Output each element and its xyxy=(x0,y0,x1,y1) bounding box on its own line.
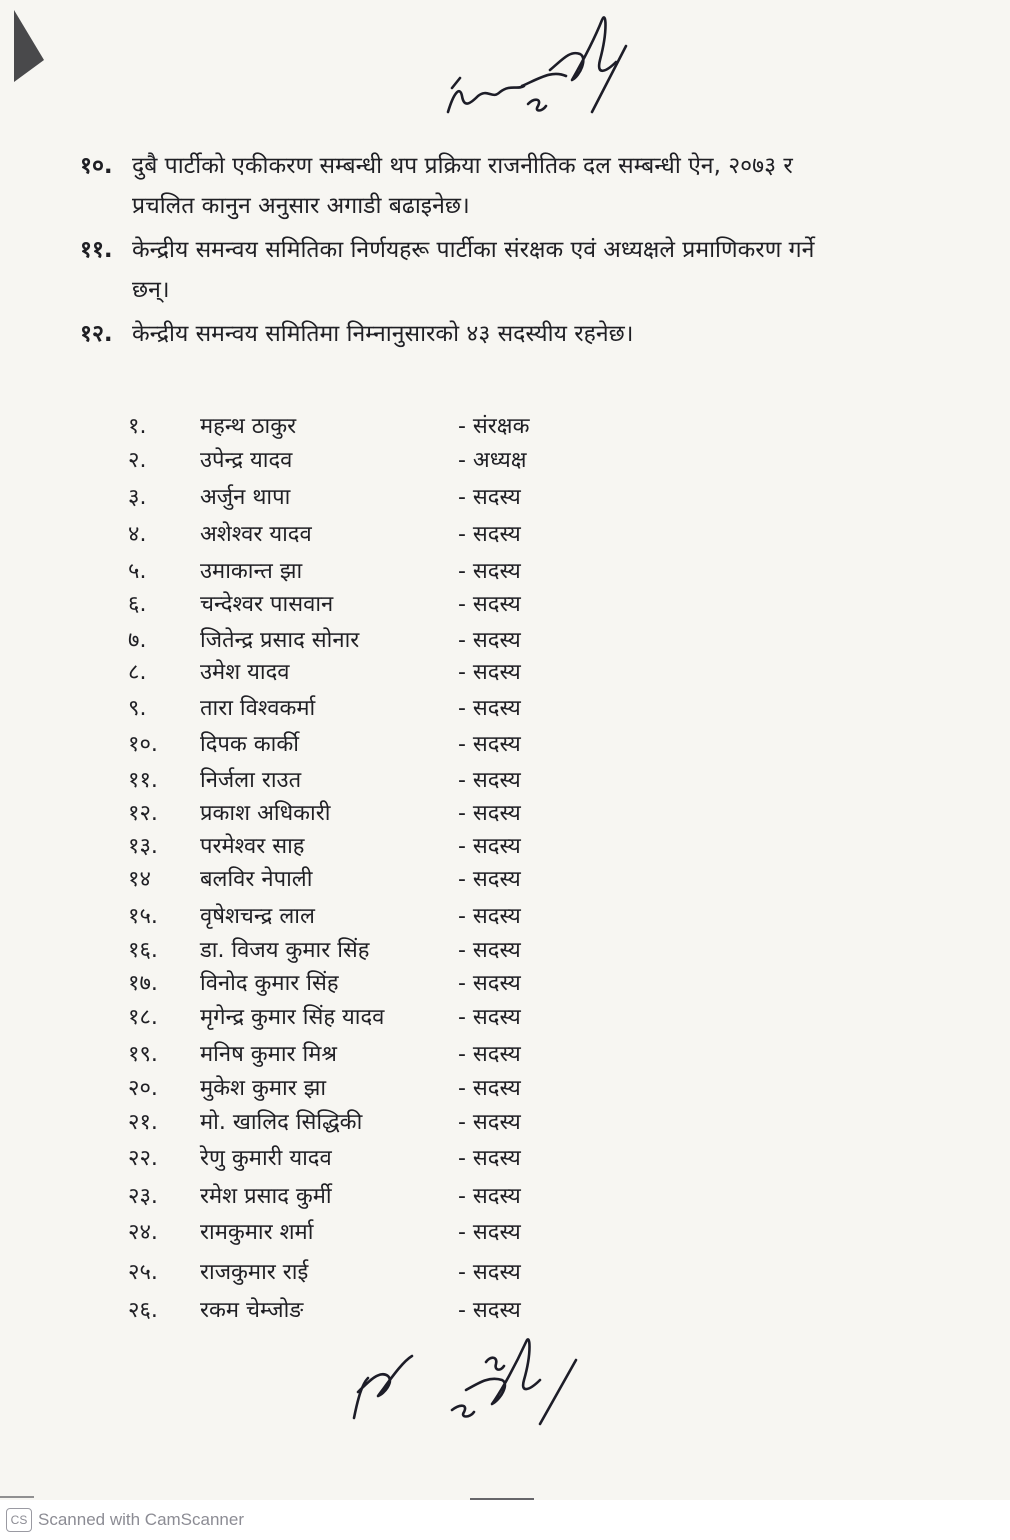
camscanner-watermark: Scanned with CamScanner xyxy=(38,1510,245,1529)
top-signature xyxy=(430,0,650,130)
member-name: महन्थ ठाकुर xyxy=(200,414,297,439)
member-role: - सदस्य xyxy=(458,971,521,996)
paragraph-line: प्रचलित कानुन अनुसार अगाडी बढाइनेछ। xyxy=(132,193,470,219)
paragraph-line: छन्। xyxy=(132,277,170,303)
member-role: - सदस्य xyxy=(458,938,521,963)
member-index: ८. xyxy=(128,660,147,685)
member-name: परमेश्वर साह xyxy=(200,834,305,859)
member-index: २४. xyxy=(128,1220,158,1245)
member-index: १०. xyxy=(128,732,158,757)
scan-artifact-line xyxy=(0,1496,34,1498)
member-role: - सदस्य xyxy=(458,1220,521,1245)
member-index: २२. xyxy=(128,1146,158,1171)
member-role: - सदस्य xyxy=(458,592,521,617)
member-role: - सदस्य xyxy=(458,1005,521,1030)
paragraph-line: दुबै पार्टीको एकीकरण सम्बन्धी थप प्रक्रिया राजनीतिक दल सम्बन्धी ऐन, २०७३ र xyxy=(132,153,793,179)
member-index: ९. xyxy=(128,696,147,721)
member-role: - सदस्य xyxy=(458,904,521,929)
member-index: १४ xyxy=(128,867,151,892)
member-index: २०. xyxy=(128,1076,158,1101)
member-index: २५. xyxy=(128,1260,158,1285)
member-name: उपेन्द्र यादव xyxy=(200,448,293,473)
camscanner-logo: CS xyxy=(6,1508,32,1532)
member-name: उमाकान्त झा xyxy=(200,559,303,584)
member-role: - सदस्य xyxy=(458,522,521,547)
member-role: - सदस्य xyxy=(458,1298,521,1323)
member-name: मनिष कुमार मिश्र xyxy=(200,1042,337,1067)
member-role: - सदस्य xyxy=(458,768,521,793)
member-name: अर्जुन थापा xyxy=(200,485,291,510)
member-name: विनोद कुमार सिंह xyxy=(200,971,339,996)
member-name: चन्देश्वर पासवान xyxy=(200,592,334,617)
member-index: २३. xyxy=(128,1184,158,1209)
member-index: १५. xyxy=(128,904,158,929)
member-index: २६. xyxy=(128,1298,158,1323)
member-name: रामकुमार शर्मा xyxy=(200,1220,314,1245)
member-name: बलविर नेपाली xyxy=(200,867,313,892)
member-index: २१. xyxy=(128,1110,158,1135)
paragraph-10 xyxy=(80,146,910,226)
folded-corner-mark xyxy=(0,0,60,90)
member-name: निर्जला राउत xyxy=(200,768,302,793)
member-role: - सदस्य xyxy=(458,1042,521,1067)
member-name: डा. विजय कुमार सिंह xyxy=(200,938,370,963)
member-index: १. xyxy=(128,414,147,439)
member-index: १७. xyxy=(128,971,158,996)
member-index: १२. xyxy=(128,801,158,826)
member-index: ११. xyxy=(128,768,158,793)
member-name: राजकुमार राई xyxy=(200,1260,309,1285)
member-name: तारा विश्वकर्मा xyxy=(200,696,316,721)
member-role: - अध्यक्ष xyxy=(458,448,527,473)
paragraph-11 xyxy=(80,230,910,310)
member-name: जितेन्द्र प्रसाद सोनार xyxy=(200,628,360,653)
member-name: मो. खालिद सिद्धिकी xyxy=(200,1110,363,1135)
paragraph-number: १०. xyxy=(80,153,113,179)
member-name: वृषेशचन्द्र लाल xyxy=(200,904,315,929)
paragraph-12 xyxy=(80,314,910,354)
member-name: रकम चेम्जोङ xyxy=(200,1298,304,1323)
member-role: - सदस्य xyxy=(458,1146,521,1171)
member-role: - सदस्य xyxy=(458,485,521,510)
paragraph-line: केन्द्रीय समन्वय समितिका निर्णयहरू पार्टीका संरक्षक एवं अध्यक्षले प्रमाणिकरण गर्ने xyxy=(132,237,815,263)
bottom-signature xyxy=(340,1320,600,1430)
member-role: - सदस्य xyxy=(458,559,521,584)
member-index: ४. xyxy=(128,522,147,547)
member-role: - सदस्य xyxy=(458,696,521,721)
member-role: - सदस्य xyxy=(458,834,521,859)
paragraph-number: ११. xyxy=(80,237,113,263)
member-name: मुकेश कुमार झा xyxy=(200,1076,327,1101)
member-index: ३. xyxy=(128,485,147,510)
member-role: - सदस्य xyxy=(458,1110,521,1135)
member-name: उमेश यादव xyxy=(200,660,290,685)
member-role: - संरक्षक xyxy=(458,414,530,439)
member-index: १३. xyxy=(128,834,158,859)
member-index: ६. xyxy=(128,592,147,617)
member-role: - सदस्य xyxy=(458,1076,521,1101)
member-name: दिपक कार्की xyxy=(200,732,299,757)
member-role: - सदस्य xyxy=(458,1260,521,1285)
member-role: - सदस्य xyxy=(458,628,521,653)
member-name: रमेश प्रसाद कुर्मी xyxy=(200,1184,332,1209)
member-name: अशेश्वर यादव xyxy=(200,522,312,547)
member-name: मृगेन्द्र कुमार सिंह यादव xyxy=(200,1005,385,1030)
member-index: १८. xyxy=(128,1005,158,1030)
member-name: रेणु कुमारी यादव xyxy=(200,1146,332,1171)
member-role: - सदस्य xyxy=(458,732,521,757)
member-role: - सदस्य xyxy=(458,867,521,892)
member-index: १९. xyxy=(128,1042,158,1067)
member-index: २. xyxy=(128,448,147,473)
member-index: ५. xyxy=(128,559,147,584)
member-role: - सदस्य xyxy=(458,801,521,826)
member-name: प्रकाश अधिकारी xyxy=(200,801,331,826)
member-index: १६. xyxy=(128,938,158,963)
paragraph-line: केन्द्रीय समन्वय समितिमा निम्नानुसारको ४३ सदस्यीय रहनेछ। xyxy=(132,321,634,347)
member-role: - सदस्य xyxy=(458,1184,521,1209)
member-index: ७. xyxy=(128,628,147,653)
paragraph-number: १२. xyxy=(80,321,113,347)
member-role: - सदस्य xyxy=(458,660,521,685)
